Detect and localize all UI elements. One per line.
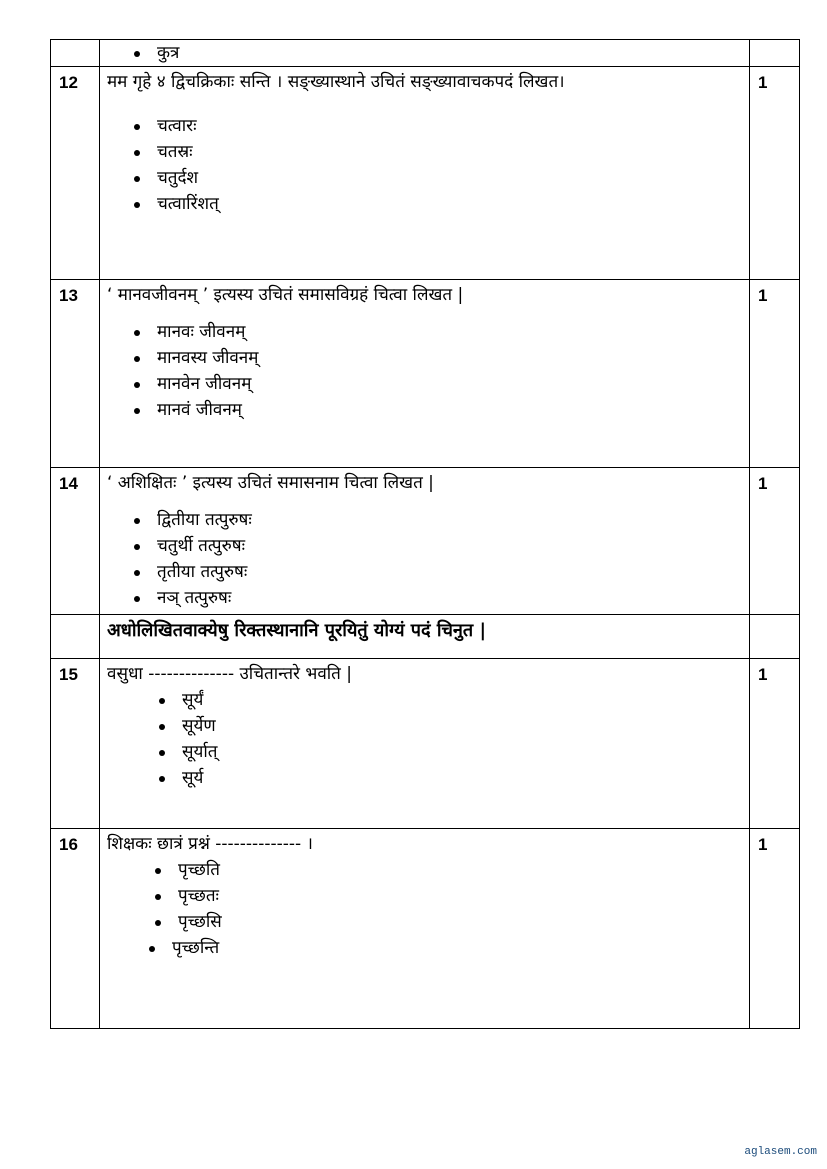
option-item: सूर्यात् xyxy=(107,739,745,765)
option-item: पृच्छति xyxy=(107,857,745,883)
question-number: 14 xyxy=(51,468,100,615)
option-item: चतुर्दश xyxy=(107,165,745,191)
question-text: वसुधा -------------- उचितान्तरे भवति | xyxy=(107,664,353,684)
table-row xyxy=(51,67,800,280)
question-cell xyxy=(100,280,750,468)
option-item: चतस्रः xyxy=(107,139,745,165)
option-list xyxy=(107,507,745,608)
question-number xyxy=(51,40,100,67)
option-item: मानवः जीवनम् xyxy=(107,319,745,345)
option-list xyxy=(107,687,745,791)
option-item: तृतीया तत्पुरुषः xyxy=(107,559,745,585)
table-row xyxy=(51,615,800,659)
option-item: चत्वारः xyxy=(107,113,745,139)
question-cell xyxy=(100,829,750,1029)
marks-cell: 1 xyxy=(750,468,800,615)
option-item: मानवेन जीवनम् xyxy=(107,371,745,397)
option-item: कुत्र xyxy=(107,40,745,66)
table-row xyxy=(51,468,800,615)
question-cell xyxy=(100,659,750,829)
option-list xyxy=(107,857,745,961)
option-item: द्वितीया तत्पुरुषः xyxy=(107,507,745,533)
question-number: 16 xyxy=(51,829,100,1029)
footer-watermark: aglasem.com xyxy=(744,1146,817,1158)
table-row xyxy=(51,659,800,829)
marks-cell: 1 xyxy=(750,67,800,280)
question-text: ‘ अशिक्षितः ’ इत्यस्य उचितं समासनाम चित्वा लिखत | xyxy=(107,473,434,493)
option-item: पृच्छतः xyxy=(107,883,745,909)
marks-cell: 1 xyxy=(750,829,800,1029)
option-list xyxy=(107,319,745,423)
question-text: शिक्षकः छात्रं प्रश्नं -------------- । xyxy=(107,834,313,854)
question-cell xyxy=(100,468,750,615)
question-cell xyxy=(100,67,750,280)
option-item: नञ् तत्पुरुषः xyxy=(107,585,745,605)
option-item: सूर्य xyxy=(107,765,745,791)
table-row xyxy=(51,280,800,468)
option-list xyxy=(107,40,745,66)
option-list xyxy=(107,113,745,217)
option-item: मानवं जीवनम् xyxy=(107,397,745,423)
option-item: पृच्छसि xyxy=(107,909,745,935)
question-text: मम गृहे ४ द्विचक्रिकाः सन्ति । सङ्ख्यास्थाने उचितं सङ्ख्यावाचकपदं लिखत। xyxy=(107,72,565,92)
question-number xyxy=(51,615,100,659)
section-instruction: अधोलिखितवाक्येषु रिक्तस्थानानि पूरयितुं योग्यं पदं चिनुत | xyxy=(107,620,487,641)
question-cell xyxy=(100,40,750,67)
section-instruction-cell xyxy=(100,615,750,659)
table-row xyxy=(51,40,800,67)
option-item: चतुर्थी तत्पुरुषः xyxy=(107,533,745,559)
question-number: 15 xyxy=(51,659,100,829)
option-item: सूर्येण xyxy=(107,713,745,739)
marks-cell: 1 xyxy=(750,280,800,468)
option-item: मानवस्य जीवनम् xyxy=(107,345,745,371)
marks-cell xyxy=(750,615,800,659)
question-text: ‘ मानवजीवनम् ’ इत्यस्य उचितं समासविग्रहं चित्वा लिखत | xyxy=(107,285,464,305)
marks-cell: 1 xyxy=(750,659,800,829)
marks-cell xyxy=(750,40,800,67)
option-item: पृच्छन्ति xyxy=(107,935,745,961)
option-item: सूर्यं xyxy=(107,687,745,713)
question-number: 12 xyxy=(51,67,100,280)
table-row xyxy=(51,829,800,1029)
option-item: चत्वारिंशत् xyxy=(107,191,745,217)
question-table xyxy=(50,39,800,1029)
question-number: 13 xyxy=(51,280,100,468)
